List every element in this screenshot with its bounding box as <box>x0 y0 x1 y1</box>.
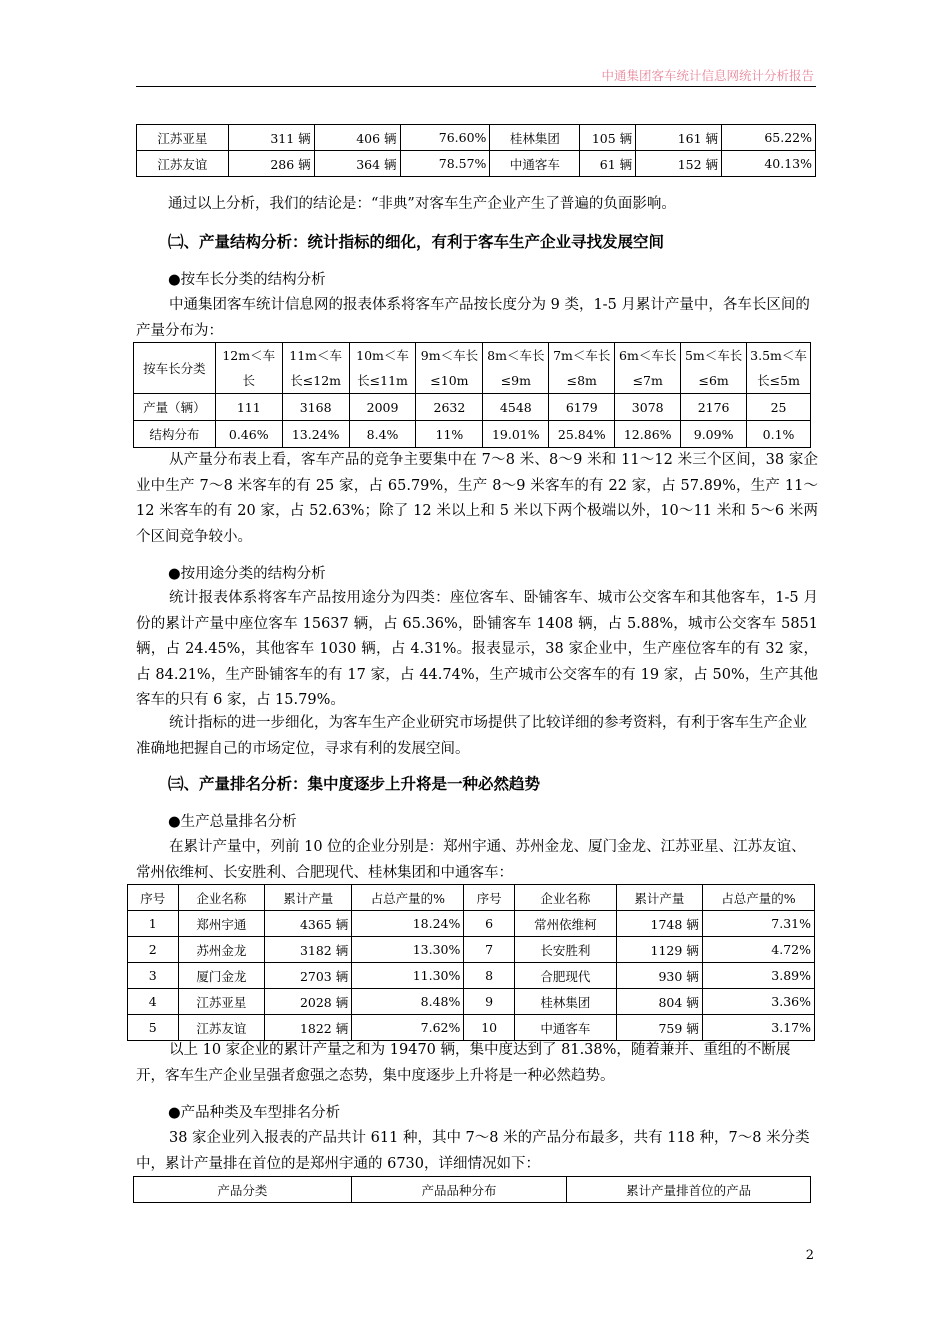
table-cell: 6179 <box>549 394 615 421</box>
header-line: 12m＜车 <box>222 348 276 363</box>
table-cell: 78.57% <box>400 151 490 177</box>
table-cell: 40.13% <box>722 151 816 177</box>
table-cell: 4 <box>128 989 179 1015</box>
header-line: ≤9m <box>500 373 531 388</box>
table-cell: 2 <box>128 937 179 963</box>
column-header: 企业名称 <box>178 885 265 911</box>
table-header-row <box>134 1177 811 1203</box>
table-cell: 3.36% <box>702 989 814 1015</box>
table-cell: 11% <box>416 421 483 448</box>
table-cell: 厦门金龙 <box>178 963 265 989</box>
table-cell: 25.84% <box>549 421 615 448</box>
paragraph-length-intro: 中通集团客车统计信息网的报表体系将客车产品按长度分为 9 类，1-5 月累计产量中，各车长区间的产量分布为： <box>136 297 810 339</box>
table-cell: 8.48% <box>352 989 464 1015</box>
column-header <box>349 343 416 394</box>
table-cell: 常州依维柯 <box>514 911 616 937</box>
table-cell: 4548 <box>483 394 549 421</box>
table-row <box>128 989 815 1015</box>
product-table <box>133 1176 811 1203</box>
header-line: 5m＜车长 <box>684 348 743 363</box>
header-line: 长≤5m <box>757 373 800 388</box>
table-cell: 1 <box>128 911 179 937</box>
table-cell: 12.86% <box>615 421 681 448</box>
column-header: 累计产量排首位的产品 <box>567 1177 811 1203</box>
header-line: 长 <box>242 373 255 388</box>
table-cell: 3.17% <box>702 1015 814 1041</box>
table-cell: 中通客车 <box>514 1015 616 1041</box>
column-header: 累计产量 <box>616 885 702 911</box>
table-cell: 406 辆 <box>314 125 400 151</box>
table-cell: 4365 辆 <box>265 911 352 937</box>
table-cell: 2009 <box>349 394 416 421</box>
table-cell: 111 <box>215 394 282 421</box>
table-cell: 2176 <box>681 394 747 421</box>
paragraph-usage-analysis: 统计报表体系将客车产品按用途分为四类：座位客车、卧铺客车、城市公交客车和其他客车，1-5 月份的累计产量中座位客车 15637 辆，占 65.36%，卧铺客车 1408 辆，占 5.88%，城市公交客车 5851 辆，占 24.45%，其他客车 1030 辆，占 4.31%。报表显示，38 家企业中，生产座位客车的有 32 家，占 84.21%，生产卧铺客车的有 17 家，占 44.74%，生产城市公交客车的有 19 家，占 50%，生产其他客车的只有 6 家，占 15.79%。 <box>136 590 818 708</box>
table-row <box>128 963 815 989</box>
header-line: 10m＜车 <box>356 348 409 363</box>
row-label: 结构分布 <box>134 421 216 448</box>
column-header: 企业名称 <box>514 885 616 911</box>
table-cell: 桂林集团 <box>490 125 580 151</box>
header-rule <box>136 86 816 87</box>
column-header: 占总产量的% <box>702 885 814 911</box>
column-header <box>416 343 483 394</box>
paragraph-refinement: 统计指标的进一步细化，为客车生产企业研究市场提供了比较详细的参考资料，有利于客车生产企业准确地把握自己的市场定位，寻求有利的发展空间。 <box>136 715 807 757</box>
column-header: 序号 <box>464 885 515 911</box>
table-cell: 364 辆 <box>314 151 400 177</box>
table-cell: 0.1% <box>747 421 811 448</box>
table-cell: 5 <box>128 1015 179 1041</box>
table-header-row <box>134 343 811 394</box>
table-cell: 江苏亚星 <box>137 125 229 151</box>
table-cell: 2028 辆 <box>265 989 352 1015</box>
table-cell: 3168 <box>282 394 349 421</box>
header-line: 8m＜车长 <box>487 348 545 363</box>
row-label: 按车长分类 <box>134 343 216 394</box>
table-cell: 930 辆 <box>616 963 702 989</box>
column-header <box>681 343 747 394</box>
table-cell: 25 <box>747 394 811 421</box>
bullet-product-analysis: ●产品种类及车型排名分析 <box>168 1105 341 1121</box>
table-cell: 65.22% <box>722 125 816 151</box>
header-line: 长≤12m <box>290 373 342 388</box>
table-cell: 3078 <box>615 394 681 421</box>
table-cell: 13.30% <box>352 937 464 963</box>
table-cell: 桂林集团 <box>514 989 616 1015</box>
length-table <box>133 342 811 448</box>
table-cell: 长安胜利 <box>514 937 616 963</box>
header-line: 9m＜车长 <box>420 348 479 363</box>
column-header <box>747 343 811 394</box>
table-row <box>128 911 815 937</box>
table-cell: 10 <box>464 1015 515 1041</box>
header-line: ≤7m <box>632 373 663 388</box>
section-3-title: ㈢、产量排名分析：集中度逐步上升将是一种必然趋势 <box>168 775 541 793</box>
paragraph-concentration: 以上 10 家企业的累计产量之和为 19470 辆，集中度达到了 81.38%，随着兼并、重组的不断展开，客车生产企业呈强者愈强之态势，集中度逐步上升将是一种必然趋势。 <box>136 1042 791 1084</box>
table-cell: 江苏友谊 <box>137 151 229 177</box>
table-cell: 18.24% <box>352 911 464 937</box>
table-cell: 6 <box>464 911 515 937</box>
header-line: 6m＜车长 <box>619 348 677 363</box>
table-cell: 合肥现代 <box>514 963 616 989</box>
table-cell: 105 辆 <box>580 125 636 151</box>
table-cell: 江苏亚星 <box>178 989 265 1015</box>
table-cell: 9.09% <box>681 421 747 448</box>
table-row <box>137 151 816 177</box>
table-row <box>137 125 816 151</box>
bullet-rank-analysis: ●生产总量排名分析 <box>168 814 297 830</box>
page-number: 2 <box>805 1248 814 1263</box>
table-cell: 中通客车 <box>490 151 580 177</box>
table-row <box>134 394 811 421</box>
table-cell: 311 辆 <box>228 125 314 151</box>
table-cell: 郑州宇通 <box>178 911 265 937</box>
header-line: 7m＜车长 <box>553 348 611 363</box>
column-header <box>549 343 615 394</box>
table-cell: 2703 辆 <box>265 963 352 989</box>
header-line: 11m＜车 <box>289 348 343 363</box>
table-cell: 8.4% <box>349 421 416 448</box>
table-cell: 1748 辆 <box>616 911 702 937</box>
table-cell: 4.72% <box>702 937 814 963</box>
paragraph-length-analysis: 从产量分布表上看，客车产品的竞争主要集中在 7～8 米、8～9 米和 11～12 米三个区间，38 家企业中生产 7～8 米客车的有 25 家，占 65.79%，生产 8～9 米客车的有 22 家，占 57.89%，生产 11～12 米客车的有 20 家，占 52.63%；除了 12 米以上和 5 米以下两个极端以外，10～11 米和 5～6 米两个区间竞争较小。 <box>136 452 818 545</box>
table-cell: 19.01% <box>483 421 549 448</box>
table-cell: 0.46% <box>215 421 282 448</box>
table-row <box>128 937 815 963</box>
table-cell: 苏州金龙 <box>178 937 265 963</box>
table-cell: 161 辆 <box>636 125 722 151</box>
table-cell: 804 辆 <box>616 989 702 1015</box>
table-cell: 2632 <box>416 394 483 421</box>
table-cell: 76.60% <box>400 125 490 151</box>
row-label: 产量（辆） <box>134 394 216 421</box>
table-cell: 7.31% <box>702 911 814 937</box>
column-header: 占总产量的% <box>352 885 464 911</box>
table-cell: 9 <box>464 989 515 1015</box>
table-cell: 7.62% <box>352 1015 464 1041</box>
table-cell: 3182 辆 <box>265 937 352 963</box>
table-cell: 13.24% <box>282 421 349 448</box>
paragraph-rank-intro: 在累计产量中，列前 10 位的企业分别是：郑州宇通、苏州金龙、厦门金龙、江苏亚星、江苏友谊、常州依维柯、长安胜利、合肥现代、桂林集团和中通客车： <box>136 839 806 881</box>
table-row <box>128 1015 815 1041</box>
bullet-length-analysis: ●按车长分类的结构分析 <box>168 272 326 288</box>
table-row <box>134 421 811 448</box>
table-header-row <box>128 885 815 911</box>
header-line: ≤10m <box>430 373 469 388</box>
table-cell: 759 辆 <box>616 1015 702 1041</box>
column-header: 产品品种分布 <box>351 1177 567 1203</box>
column-header <box>483 343 549 394</box>
conclusion-paragraph: 通过以上分析，我们的结论是：“非典”对客车生产企业产生了普遍的负面影响。 <box>168 196 676 212</box>
page-header: 中通集团客车统计信息网统计分析报告 <box>601 68 814 83</box>
table-cell: 3 <box>128 963 179 989</box>
header-line: ≤6m <box>698 373 729 388</box>
column-header: 累计产量 <box>265 885 352 911</box>
section-2-title: ㈡、产量结构分析：统计指标的细化，有利于客车生产企业寻找发展空间 <box>168 233 665 251</box>
table-cell: 江苏友谊 <box>178 1015 265 1041</box>
paragraph-product-intro: 38 家企业列入报表的产品共计 611 种，其中 7～8 米的产品分布最多，共有 118 种，7～8 米分类中，累计产量排在首位的是郑州宇通的 6730，详细情况如下： <box>136 1130 810 1172</box>
header-line: ≤8m <box>566 373 597 388</box>
table-cell: 8 <box>464 963 515 989</box>
header-line: 长≤11m <box>357 373 408 388</box>
table-cell: 11.30% <box>352 963 464 989</box>
rank-table <box>127 884 815 1041</box>
table-cell: 61 辆 <box>580 151 636 177</box>
top-table <box>136 124 816 177</box>
header-line: 3.5m＜车 <box>750 348 807 363</box>
table-cell: 7 <box>464 937 515 963</box>
column-header <box>282 343 349 394</box>
table-cell: 1129 辆 <box>616 937 702 963</box>
table-cell: 1822 辆 <box>265 1015 352 1041</box>
table-cell: 286 辆 <box>228 151 314 177</box>
table-cell: 3.89% <box>702 963 814 989</box>
column-header: 产品分类 <box>134 1177 352 1203</box>
bullet-usage-analysis: ●按用途分类的结构分析 <box>168 566 326 582</box>
column-header <box>615 343 681 394</box>
column-header <box>215 343 282 394</box>
column-header: 序号 <box>128 885 179 911</box>
table-cell: 152 辆 <box>636 151 722 177</box>
